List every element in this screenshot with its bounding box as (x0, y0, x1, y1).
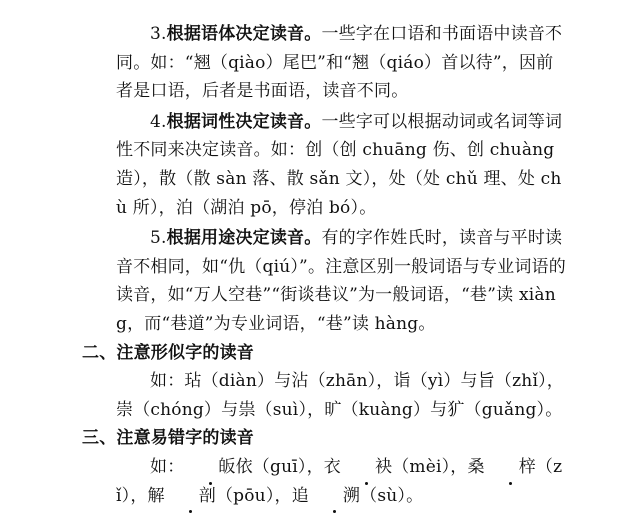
emphasis-char-2: 袂 (341, 453, 392, 482)
paragraph-3-text: 一些字在口语和书面语中读音不同。如：“翘（qiào）尾巴”和“翘（qiáo）首以待”，因前者是口语，后者是书面语，读音不同。 (116, 24, 563, 102)
section-2-text: 如：玷（diàn）与沾（zhān），诣（yì）与旨（zhǐ），崇（chóng）与祟（suì），旷（kuàng）与犷（guǎng）。 (116, 371, 564, 420)
paragraph-4-text: 一些字可以根据动词或名词等词性不同来决定读音。如：创（创 chuāng 伤、创 chuàng 造），散（散 sàn 落、散 sǎn 文），处（处 chǔ 理、处 chù 所），泊（湖泊 pō，停泊 bó）。 (116, 111, 563, 218)
section-3-heading: 三、注意易错字的读音 (82, 428, 254, 449)
paragraph-3-number: 3. (150, 24, 167, 44)
emphasis-char-1: 皈 (184, 453, 235, 482)
section-2-heading: 二、注意形似字的读音 (82, 342, 254, 363)
section-3-text-2: （mèi），桑 (392, 456, 485, 477)
section-3-text-4: （pōu），追 (215, 485, 309, 506)
paragraph-5-number: 5. (150, 228, 167, 249)
section-3-text (116, 453, 570, 510)
paragraph-4-title: 根据词性决定读音。 (166, 111, 322, 132)
section-3-text-a: 如： (150, 456, 185, 477)
section-3-text-3: （zǐ），解 (116, 456, 563, 506)
emphasis-char-3: 梓 (485, 453, 536, 482)
paragraph-3 (116, 20, 570, 106)
paragraph-3-title: 根据语体决定读音。 (166, 24, 322, 44)
paragraph-5-title: 根据用途决定读音。 (166, 228, 322, 249)
paragraph-5 (116, 224, 570, 338)
paragraph-4 (116, 108, 570, 222)
emphasis-char-5: 溯 (309, 482, 360, 511)
section-3-text-1: 依（guī），衣 (235, 456, 341, 477)
emphasis-char-4: 剖 (165, 482, 216, 511)
section-3-text-5: （sù）。 (360, 485, 424, 506)
paragraph-4-number: 4. (150, 111, 167, 132)
paragraph-5-text: 有的字作姓氏时，读音与平时读音不相同，如“仇（qiú）”。注意区别一般词语与专业词语的读音，如“万人空巷”“街谈巷议”为一般词语，“巷”读 xiàng，而“巷道”为专业词语，“巷”读 hàng。 (116, 228, 566, 334)
